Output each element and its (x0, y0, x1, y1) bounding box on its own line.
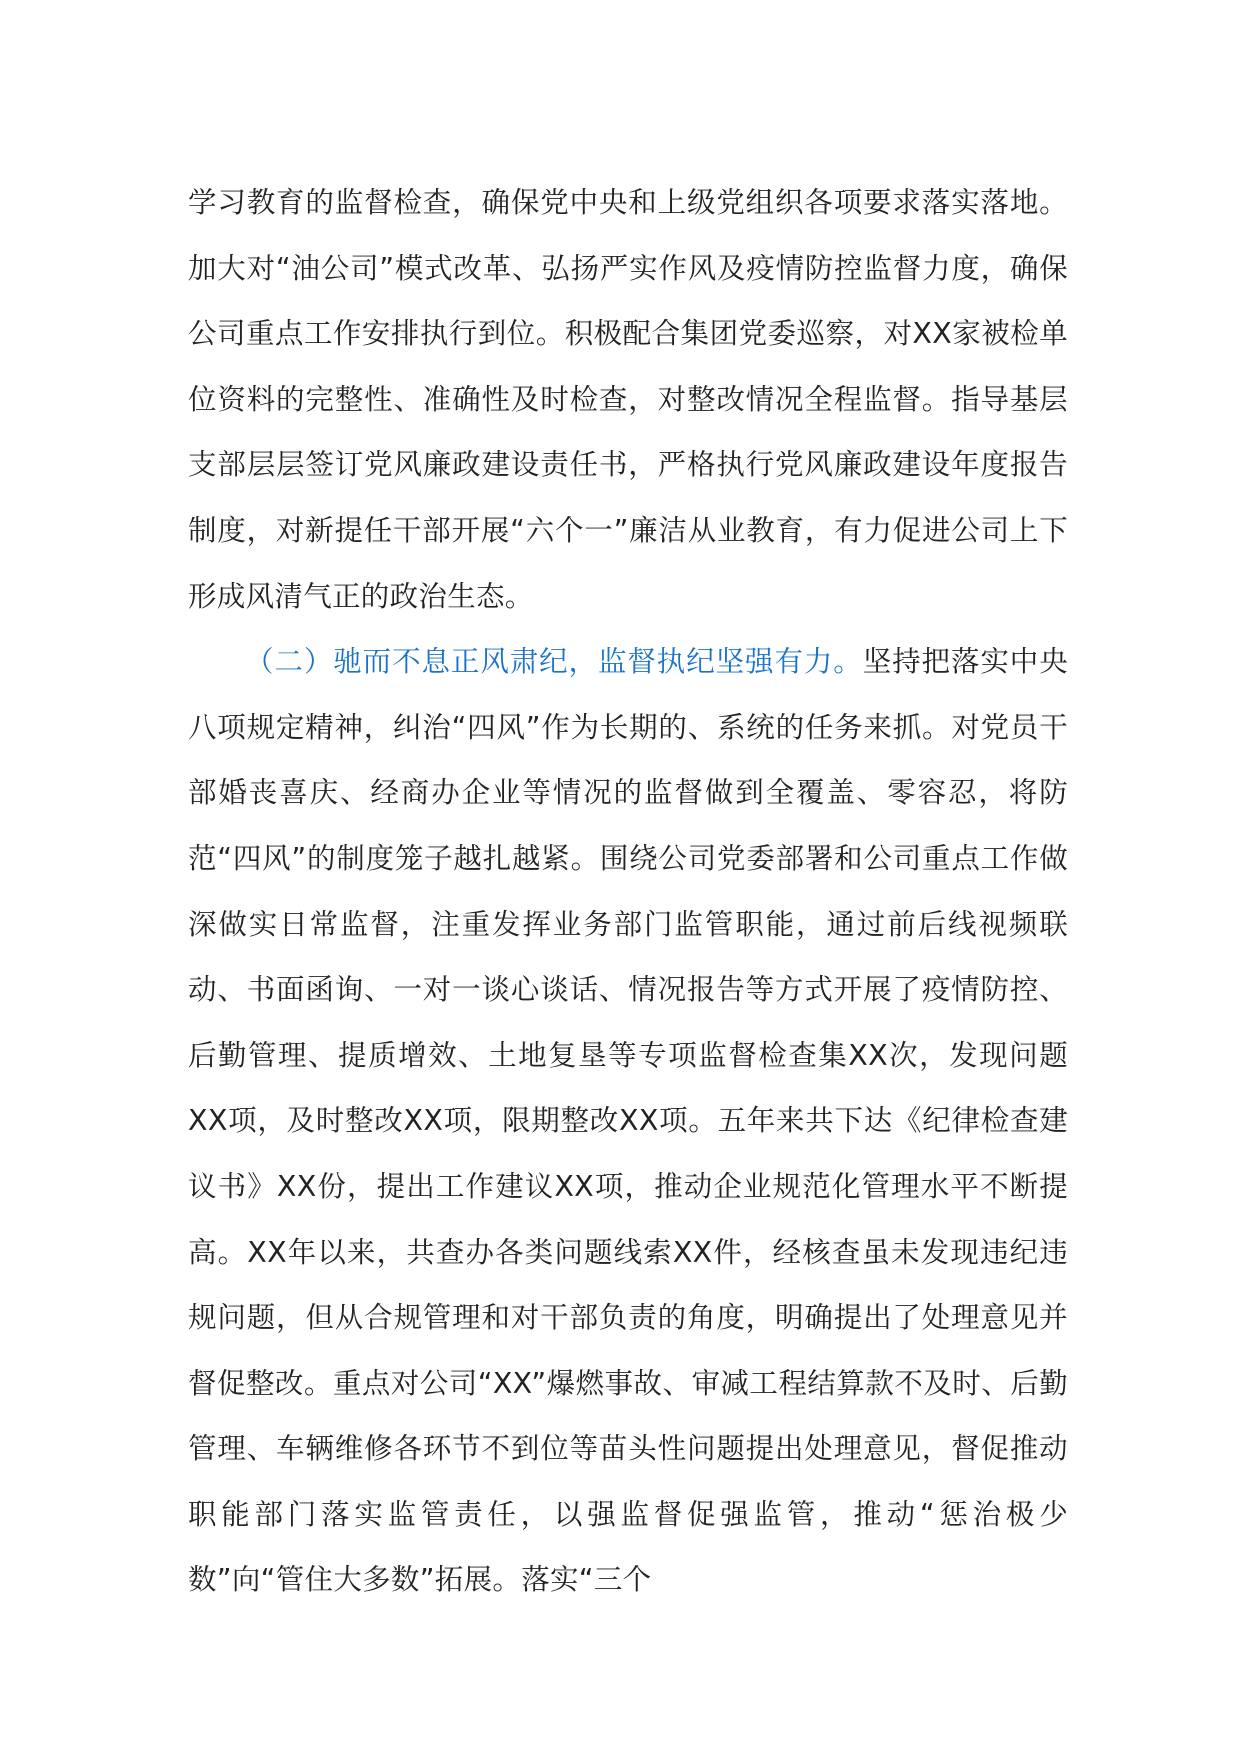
paragraph-section-2 (188, 629, 1068, 1613)
section-heading: （二）驰而不息正风肃纪，监督执纪坚强有力。 (245, 645, 863, 679)
document-body (188, 170, 1068, 1613)
section-body: 坚持把落实中央八项规定精神，纠治“四风”作为长期的、系统的任务来抓。对党员干部婚丧喜庆、经商办企业等情况的监督做到全覆盖、零容忍，将防范“四风”的制度笼子越扎越紧。围绕公司党委部署和公司重点工作做深做实日常监督，注重发挥业务部门监管职能，通过前后线视频联动、书面函询、一对一谈心谈话、情况报告等方式开展了疫情防控、后勤管理、提质增效、土地复垦等专项监督检查集XX次，发现问题XX项，及时整改XX项，限期整改XX项。五年来共下达《纪律检查建议书》XX份，提出工作建议XX项，推动企业规范化管理水平不断提高。XX年以来，共查办各类问题线索XX件，经核查虽未发现违纪违规问题，但从合规管理和对干部负责的角度，明确提出了处理意见并督促整改。重点对公司“XX”爆燃事故、审减工程结算款不及时、后勤管理、车辆维修各环节不到位等苗头性问题提出处理意见，督促推动职能部门落实监管责任，以强监督促强监管，推动“惩治极少数”向“管住大多数”拓展。落实“三个 (188, 645, 1068, 1597)
paragraph-continuation: 学习教育的监督检查，确保党中央和上级党组织各项要求落实落地。加大对“油公司”模式改革、弘扬严实作风及疫情防控监督力度，确保公司重点工作安排执行到位。积极配合集团党委巡察，对XX家被检单位资料的完整性、准确性及时检查，对整改情况全程监督。指导基层支部层层签订党风廉政建设责任书，严格执行党风廉政建设年度报告制度，对新提任干部开展“六个一”廉洁从业教育，有力促进公司上下形成风清气正的政治生态。 (188, 186, 1068, 613)
